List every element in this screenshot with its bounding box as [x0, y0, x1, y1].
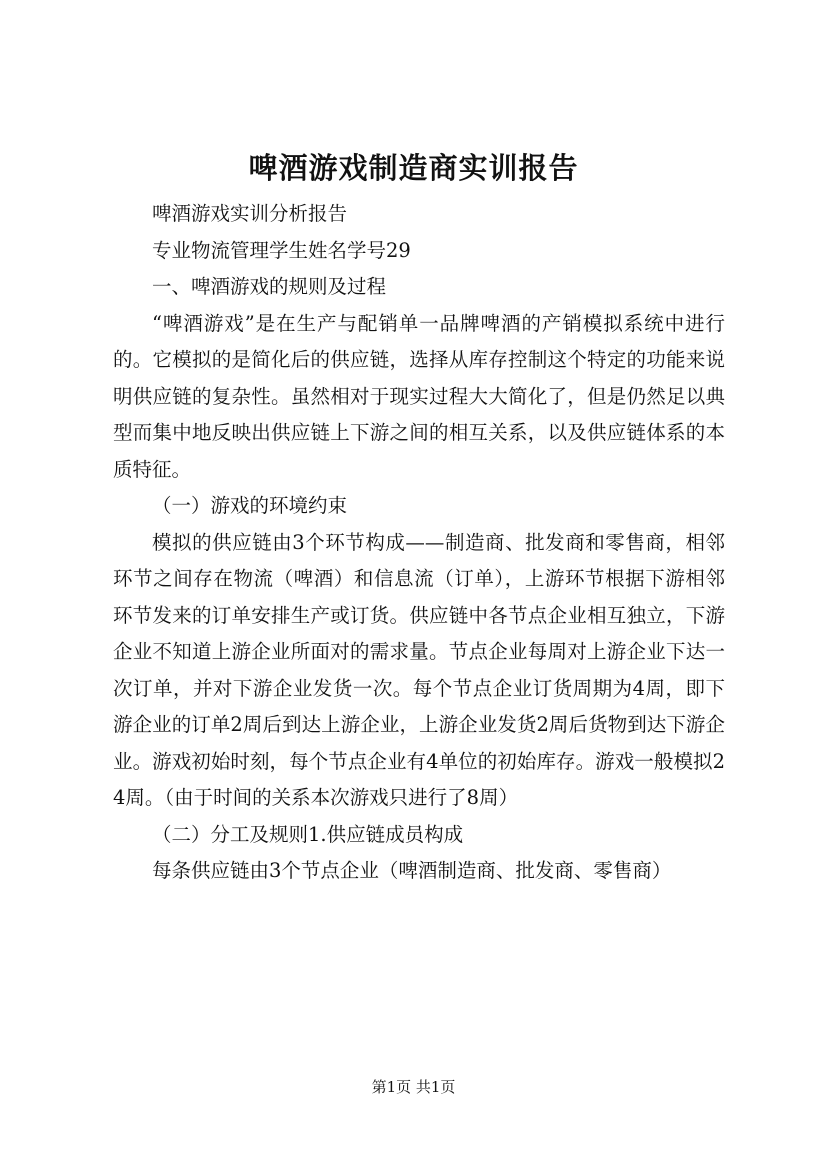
page-footer: 第1页 共1页	[371, 1078, 456, 1096]
report-subtitle: 啤酒游戏实训分析报告	[152, 202, 348, 225]
paragraph-roles: 每条供应链由3个节点企业（啤酒制造商、批发商、零售商）	[152, 859, 672, 882]
paragraph-constraints: 模拟的供应链由3个环节构成——制造商、批发商和零售商，相邻环节之间存在物流（啤酒）和信息流（订单），上游环节根据下游相邻环节发来的订单安排生产或订货。供应链中各节点企业相互独立，下游企业不知道上游企业所面对的需求量。节点企业每周对上游企业下达一次订单，并对下游企业发货一次。每个节点企业订货周期为4周，即下游企业的订单2周后到达上游企业，上游企业发货2周后货物到达下游企业。游戏初始时刻，每个节点企业有4单位的初始库存。游戏一般模拟24周。（由于时间的关系本次游戏只进行了8周）	[113, 530, 725, 809]
paragraph-intro: “啤酒游戏”是在生产与配销单一品牌啤酒的产销模拟系统中进行的。它模拟的是简化后的供应链，选择从库存控制这个特定的功能来说明供应链的复杂性。虽然相对于现实过程大大简化了，但是仍然足以典型而集中地反映出供应链上下游之间的相互关系，以及供应链体系的本质特征。	[113, 311, 725, 481]
document-body	[113, 196, 725, 890]
subsection-heading-constraints: （一）游戏的环境约束	[152, 494, 348, 517]
document-title: 啤酒游戏制造商实训报告	[248, 151, 579, 185]
student-info: 专业物流管理学生姓名学号29	[152, 238, 411, 262]
subsection-heading-roles: （二）分工及规则1.供应链成员构成	[152, 822, 464, 846]
section-heading-rules: 一、啤酒游戏的规则及过程	[152, 275, 387, 298]
